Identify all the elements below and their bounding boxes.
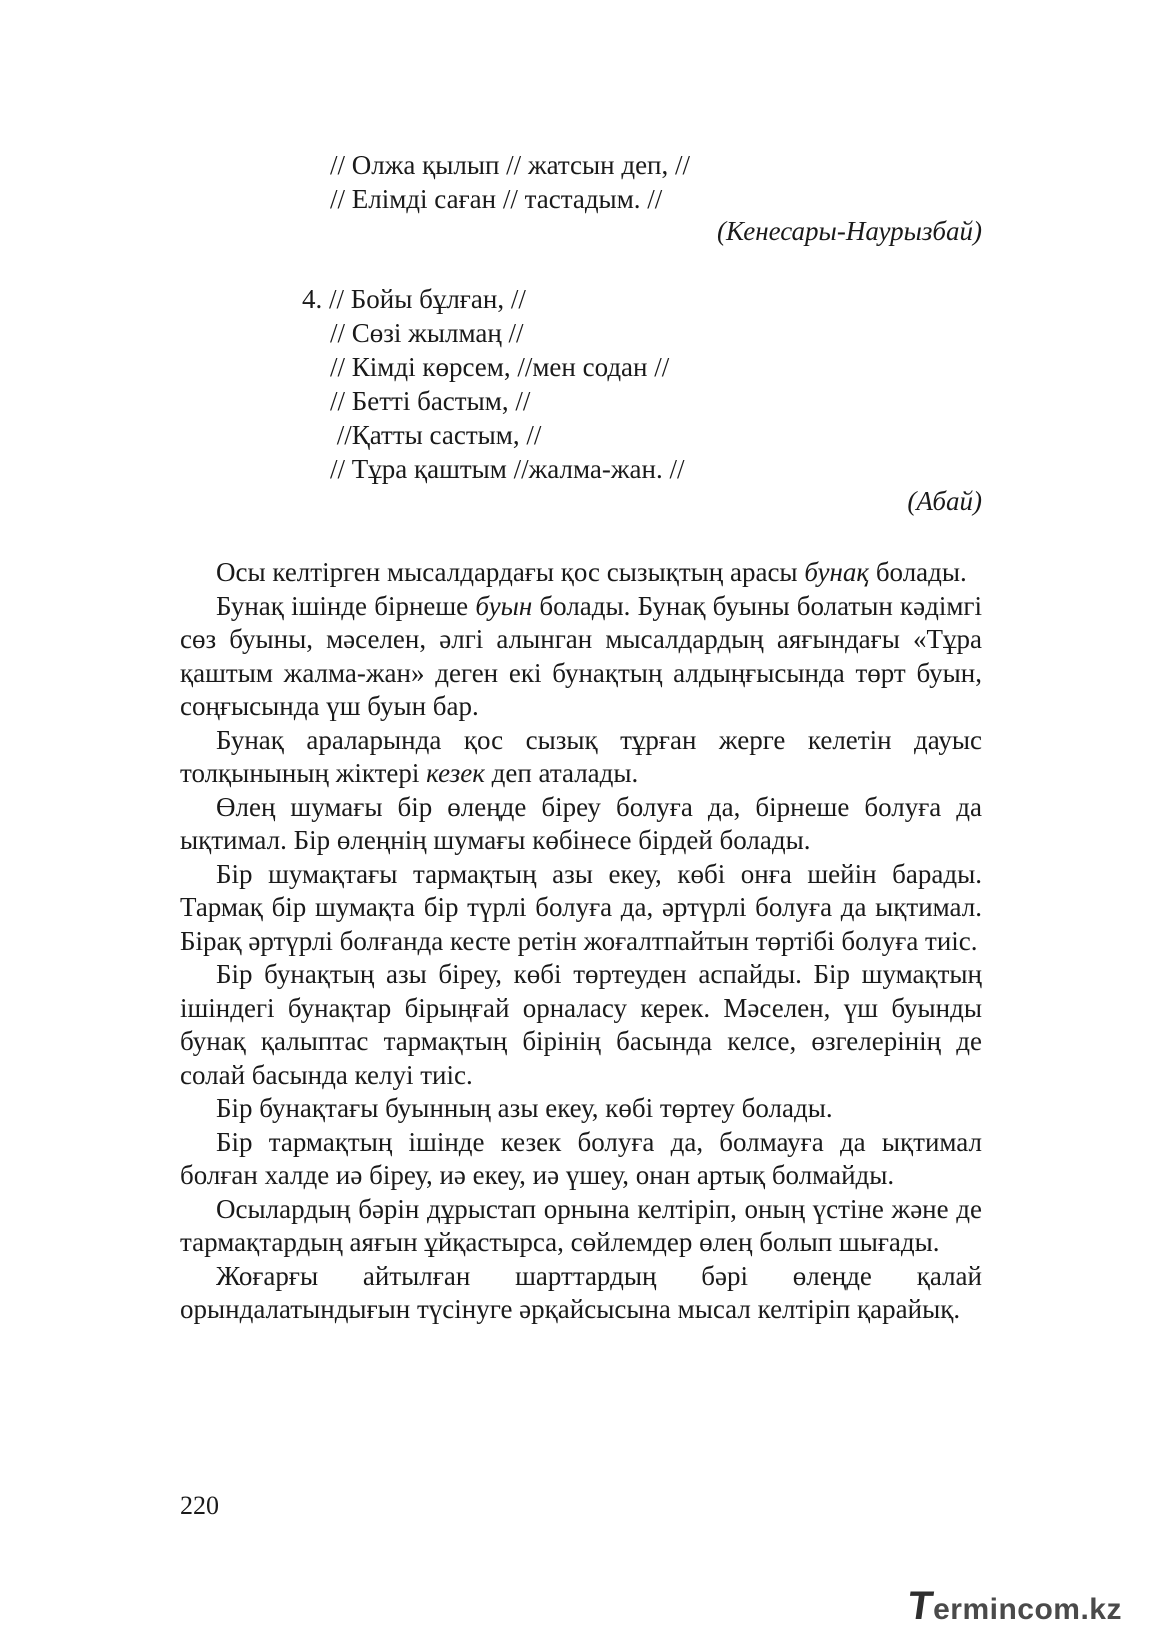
- paragraph-2-text-b: болады. Бунақ буыны болатын кәдімгі сөз буыны, мәселен, әлгі алынган мысалдардың аяғындағы «Тұра қаштым жалма-жан» деген екі бунақтың алдыңғысында төрт буын, соңғысында үш буын бар.: [180, 590, 982, 721]
- verse2-line-1: 4. // Бойы бұлған, //: [302, 284, 526, 314]
- watermark-initial: T: [905, 1584, 937, 1628]
- verse1-line-2: // Елімді саған // тастадым. //: [330, 184, 663, 214]
- verse2-line-6: // Тұра қаштым //жалма-жан. //: [330, 454, 685, 484]
- paragraph-7: Бір бунақтағы буынның азы екеу, көбі төртеу болады.: [216, 1093, 833, 1123]
- paragraph-3-text-b: деп аталады.: [484, 758, 639, 788]
- verse2-line-2: // Сөзі жылмаң //: [330, 318, 524, 348]
- paragraph-9: Осылардың бәрін дұрыстап орнына келтіріп, оның үстіне және де тармақтардың аяғын ұйқастырса, сөйлемдер өлең болып шығады.: [180, 1193, 982, 1257]
- term-bunaq: бунақ: [804, 557, 870, 587]
- verse2-attribution: (Абай): [907, 486, 982, 516]
- watermark-logo: [905, 1584, 1122, 1629]
- page-number: 220: [180, 1491, 219, 1520]
- watermark-text: ermincom.kz: [933, 1593, 1122, 1626]
- paragraph-2: [180, 590, 982, 724]
- verse2-line-3: // Кімді көрсем, //мен содан //: [330, 352, 670, 382]
- paragraph-1-text-a: Осы келтірген мысалдардағы қос сызықтың арасы: [216, 557, 805, 587]
- verse2-line-4: // Бетті бастым, //: [330, 386, 531, 416]
- paragraph-3-text-a: Бунақ араларында қос сызық тұрған жерге келетін дауыс толқынының жіктері: [180, 724, 982, 788]
- paragraph-2-text-a: Бунақ ішінде бірнеше: [216, 590, 476, 621]
- verse1-line-1: // Олжа қылып // жатсын деп, //: [330, 150, 691, 180]
- paragraph-6: Бір бунақтың азы біреу, көбі төртеуден аспайды. Бір шумақтың ішіндегі бунақтар бірыңғай орналасу керек. Мәселен, үш буынды бунақ қалыптас тармақтың бірінің басында келсе, өзгелерінің де солай басында келуі тиіс.: [180, 959, 982, 1090]
- paragraph-1-text-b: болады.: [869, 557, 967, 587]
- term-buyn: буын: [475, 590, 533, 621]
- paragraph-3: [180, 724, 982, 791]
- paragraph-8: Бір тармақтың ішінде кезек болуға да, болмауға да ықтимал болған халде иә біреу, иә екеу, иә үшеу, онан артық болмайды.: [180, 1126, 982, 1190]
- verse1-attribution: (Кенесары-Наурызбай): [717, 216, 982, 246]
- body-text: [180, 556, 982, 1327]
- paragraph-5: Бір шумақтағы тармақтың азы екеу, көбі онға шейін барады. Тармақ бір шумақта бір түрлі болуға да, әртүрлі болуға да ықтимал. Бірақ әртүрлі болғанда кесте ретін жоғалтпайтын төртібі болуға тиіс.: [180, 858, 982, 956]
- paragraph-4: Өлең шумағы бір өлеңде біреу болуға да, бірнеше болуға да ықтимал. Бір өлеңнің шумағы көбінесе бірдей болады.: [180, 791, 982, 855]
- verse2-line-5: //Қатты састым, //: [330, 420, 542, 450]
- paragraph-10: Жоғарғы айтылған шарттардың бәрі өлеңде қалай орындалатындығын түсінуге әрқайсысына мысал келтіріп қарайық.: [180, 1260, 982, 1324]
- term-kezek: кезек: [426, 758, 485, 788]
- paragraph-1: [180, 556, 982, 590]
